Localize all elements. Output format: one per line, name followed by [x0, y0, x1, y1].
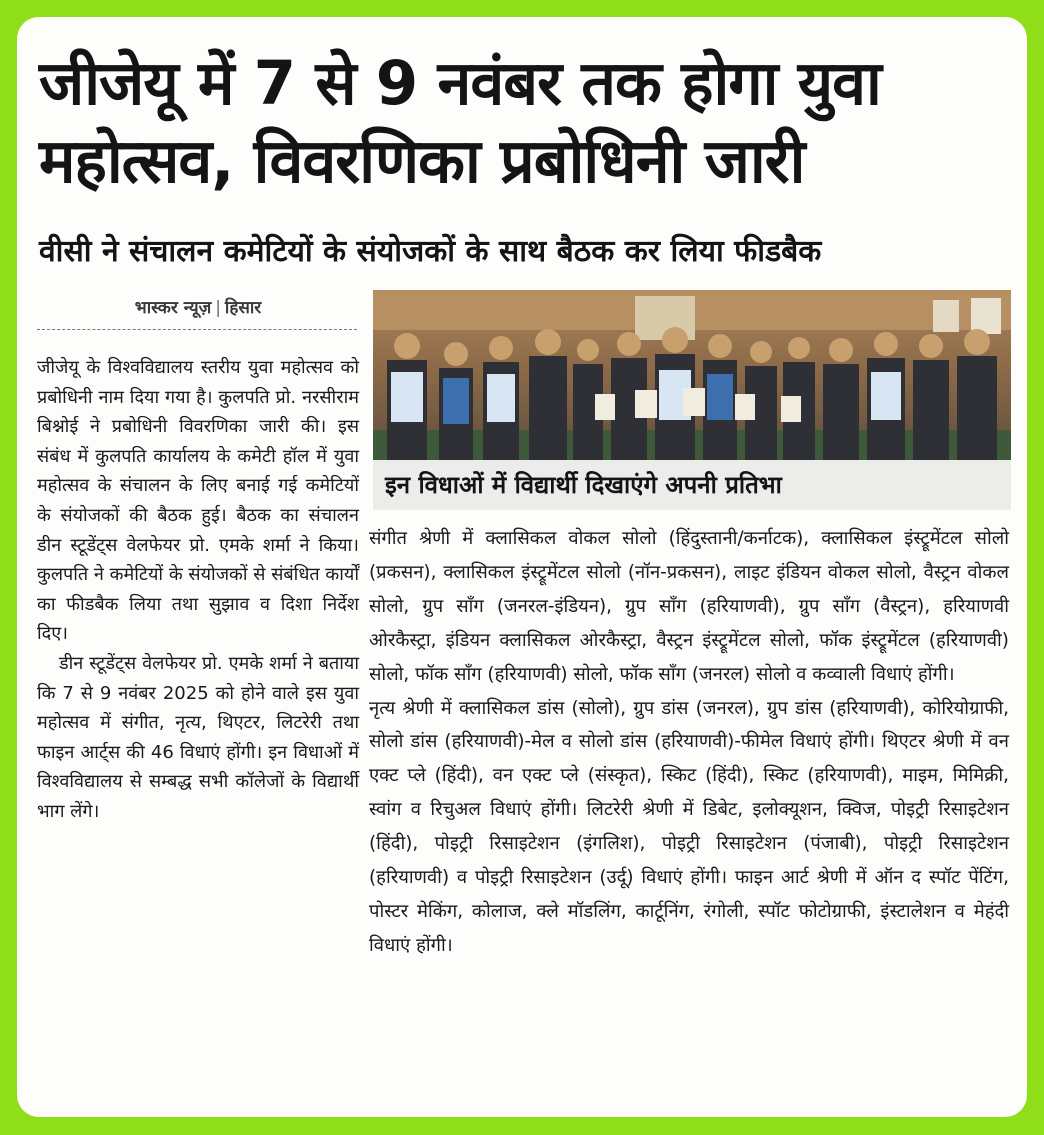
- byline-separator: |: [215, 298, 221, 318]
- headline: जीजेयू में 7 से 9 नवंबर तक होगा युवा महोत्सव, विवरणिका प्रबोधिनी जारी: [39, 48, 881, 197]
- byline-location: हिसार: [224, 298, 262, 318]
- newspaper-clipping: [17, 17, 1027, 1117]
- byline-source: भास्कर न्यूज़: [134, 298, 212, 318]
- events-music-paragraph: संगीत श्रेणी में क्लासिकल वोकल सोलो (हिंदुस्तानी/कर्नाटक), क्लासिकल इंस्ट्रूमेंटल सोलो (प्रकसन), क्लासिकल इंस्ट्रूमेंटल सोलो (नॉन-प्रकसन), लाइट इंडियन वोकल सोलो, वैस्ट्रन वोकल सोलो, ग्रुप सॉंग (जनरल-इंडियन), ग्रुप सॉंग (हरियाणवी), ग्रुप सॉंग (वैस्ट्रन), हरियाणवी ओरकैस्ट्रा, इंडियन क्लासिकल ओरकैस्ट्रा, वैस्ट्रन इंस्ट्रूमेंटल सोलो, फॉक इंस्ट्रूमेंटल (हरियाणवी) सोलो, फॉक सॉंग (हरियाणवी) सोलो, फॉक सॉंग (जनरल) सोलो व कव्वाली विधाएं होंगी।: [369, 528, 1009, 685]
- group-photo: [373, 290, 1011, 460]
- subheadline: वीसी ने संचालन कमेटियों के संयोजकों के साथ बैठक कर लिया फीडबैक: [39, 234, 822, 269]
- group-photo-illustration: [373, 290, 1011, 460]
- byline: [37, 295, 359, 318]
- body-paragraph-1: जीजेयू के विश्वविद्यालय स्तरीय युवा महोत्सव को प्रबोधिनी नाम दिया गया है। कुलपति प्रो. नरसीराम बिश्नोई ने प्रबोधिनी विवरणिका जारी की। इस संबंध में कुलपति कार्यालय के कमेटी हॉल में युवा महोत्सव के संचालन के लिए बनाई गई कमेटियों के संयोजकों की बैठक हुई। बैठक का संचालन डीन स्टूडेंट्स वेलफेयर प्रो. एमके शर्मा ने किया। कुलपति ने कमेटियों के संयोजकों से संबंधित कार्यों का फीडबैक लिया तथा सुझाव व दिशा निर्देश दिए।: [37, 357, 359, 645]
- left-column: [37, 353, 359, 827]
- byline-divider: [37, 329, 357, 330]
- photo-caption: इन विधाओं में विद्यार्थी दिखाएंगे अपनी प्रतिभा: [373, 460, 1011, 510]
- events-dance-theatre-paragraph: नृत्य श्रेणी में क्लासिकल डांस (सोलो), ग्रुप डांस (जनरल), ग्रुप डांस (हरियाणवी), कोरियोग्राफी, सोलो डांस (हरियाणवी)-मेल व सोलो डांस (हरियाणवी)-फीमेल विधाएं होंगी। थिएटर श्रेणी में वन एक्ट प्ले (हिंदी), वन एक्ट प्ले (संस्कृत), स्किट (हिंदी), स्किट (हरियाणवी), माइम, मिमिक्री, स्वांग व रिचुअल विधाएं होंगी। लिटरेरी श्रेणी में डिबेट, इलोक्यूशन, क्विज, पोइट्री रिसाइटेशन (हिंदी), पोइट्री रिसाइटेशन (इंगलिश), पोइट्री रिसाइटेशन (पंजाबी), पोइट्री रिसाइटेशन (हरियाणवी) व पोइट्री रिसाइटेशन (उर्दू) विधाएं होंगी। फाइन आर्ट श्रेणी में ऑन द स्पॉट पेंटिंग, पोस्टर मेकिंग, कोलाज, क्ले मॉडलिंग, कार्टूनिंग, रंगोली, स्पॉट फोटोग्राफी, इंस्टालेशन व मेहंदी विधाएं होंगी।: [369, 697, 1009, 956]
- body-paragraph-2: डीन स्टूडेंट्स वेलफेयर प्रो. एमके शर्मा ने बताया कि 7 से 9 नवंबर 2025 को होने वाले इस युवा महोत्सव में संगीत, नृत्य, थिएटर, लिटरेरी तथा फाइन आर्ट्स की 46 विधाएं होंगी। इन विधाओं में विश्वविद्यालय से सम्बद्ध सभी कॉलेजों के विद्यार्थी भाग लेंगे।: [37, 652, 359, 822]
- right-column: [369, 522, 1009, 963]
